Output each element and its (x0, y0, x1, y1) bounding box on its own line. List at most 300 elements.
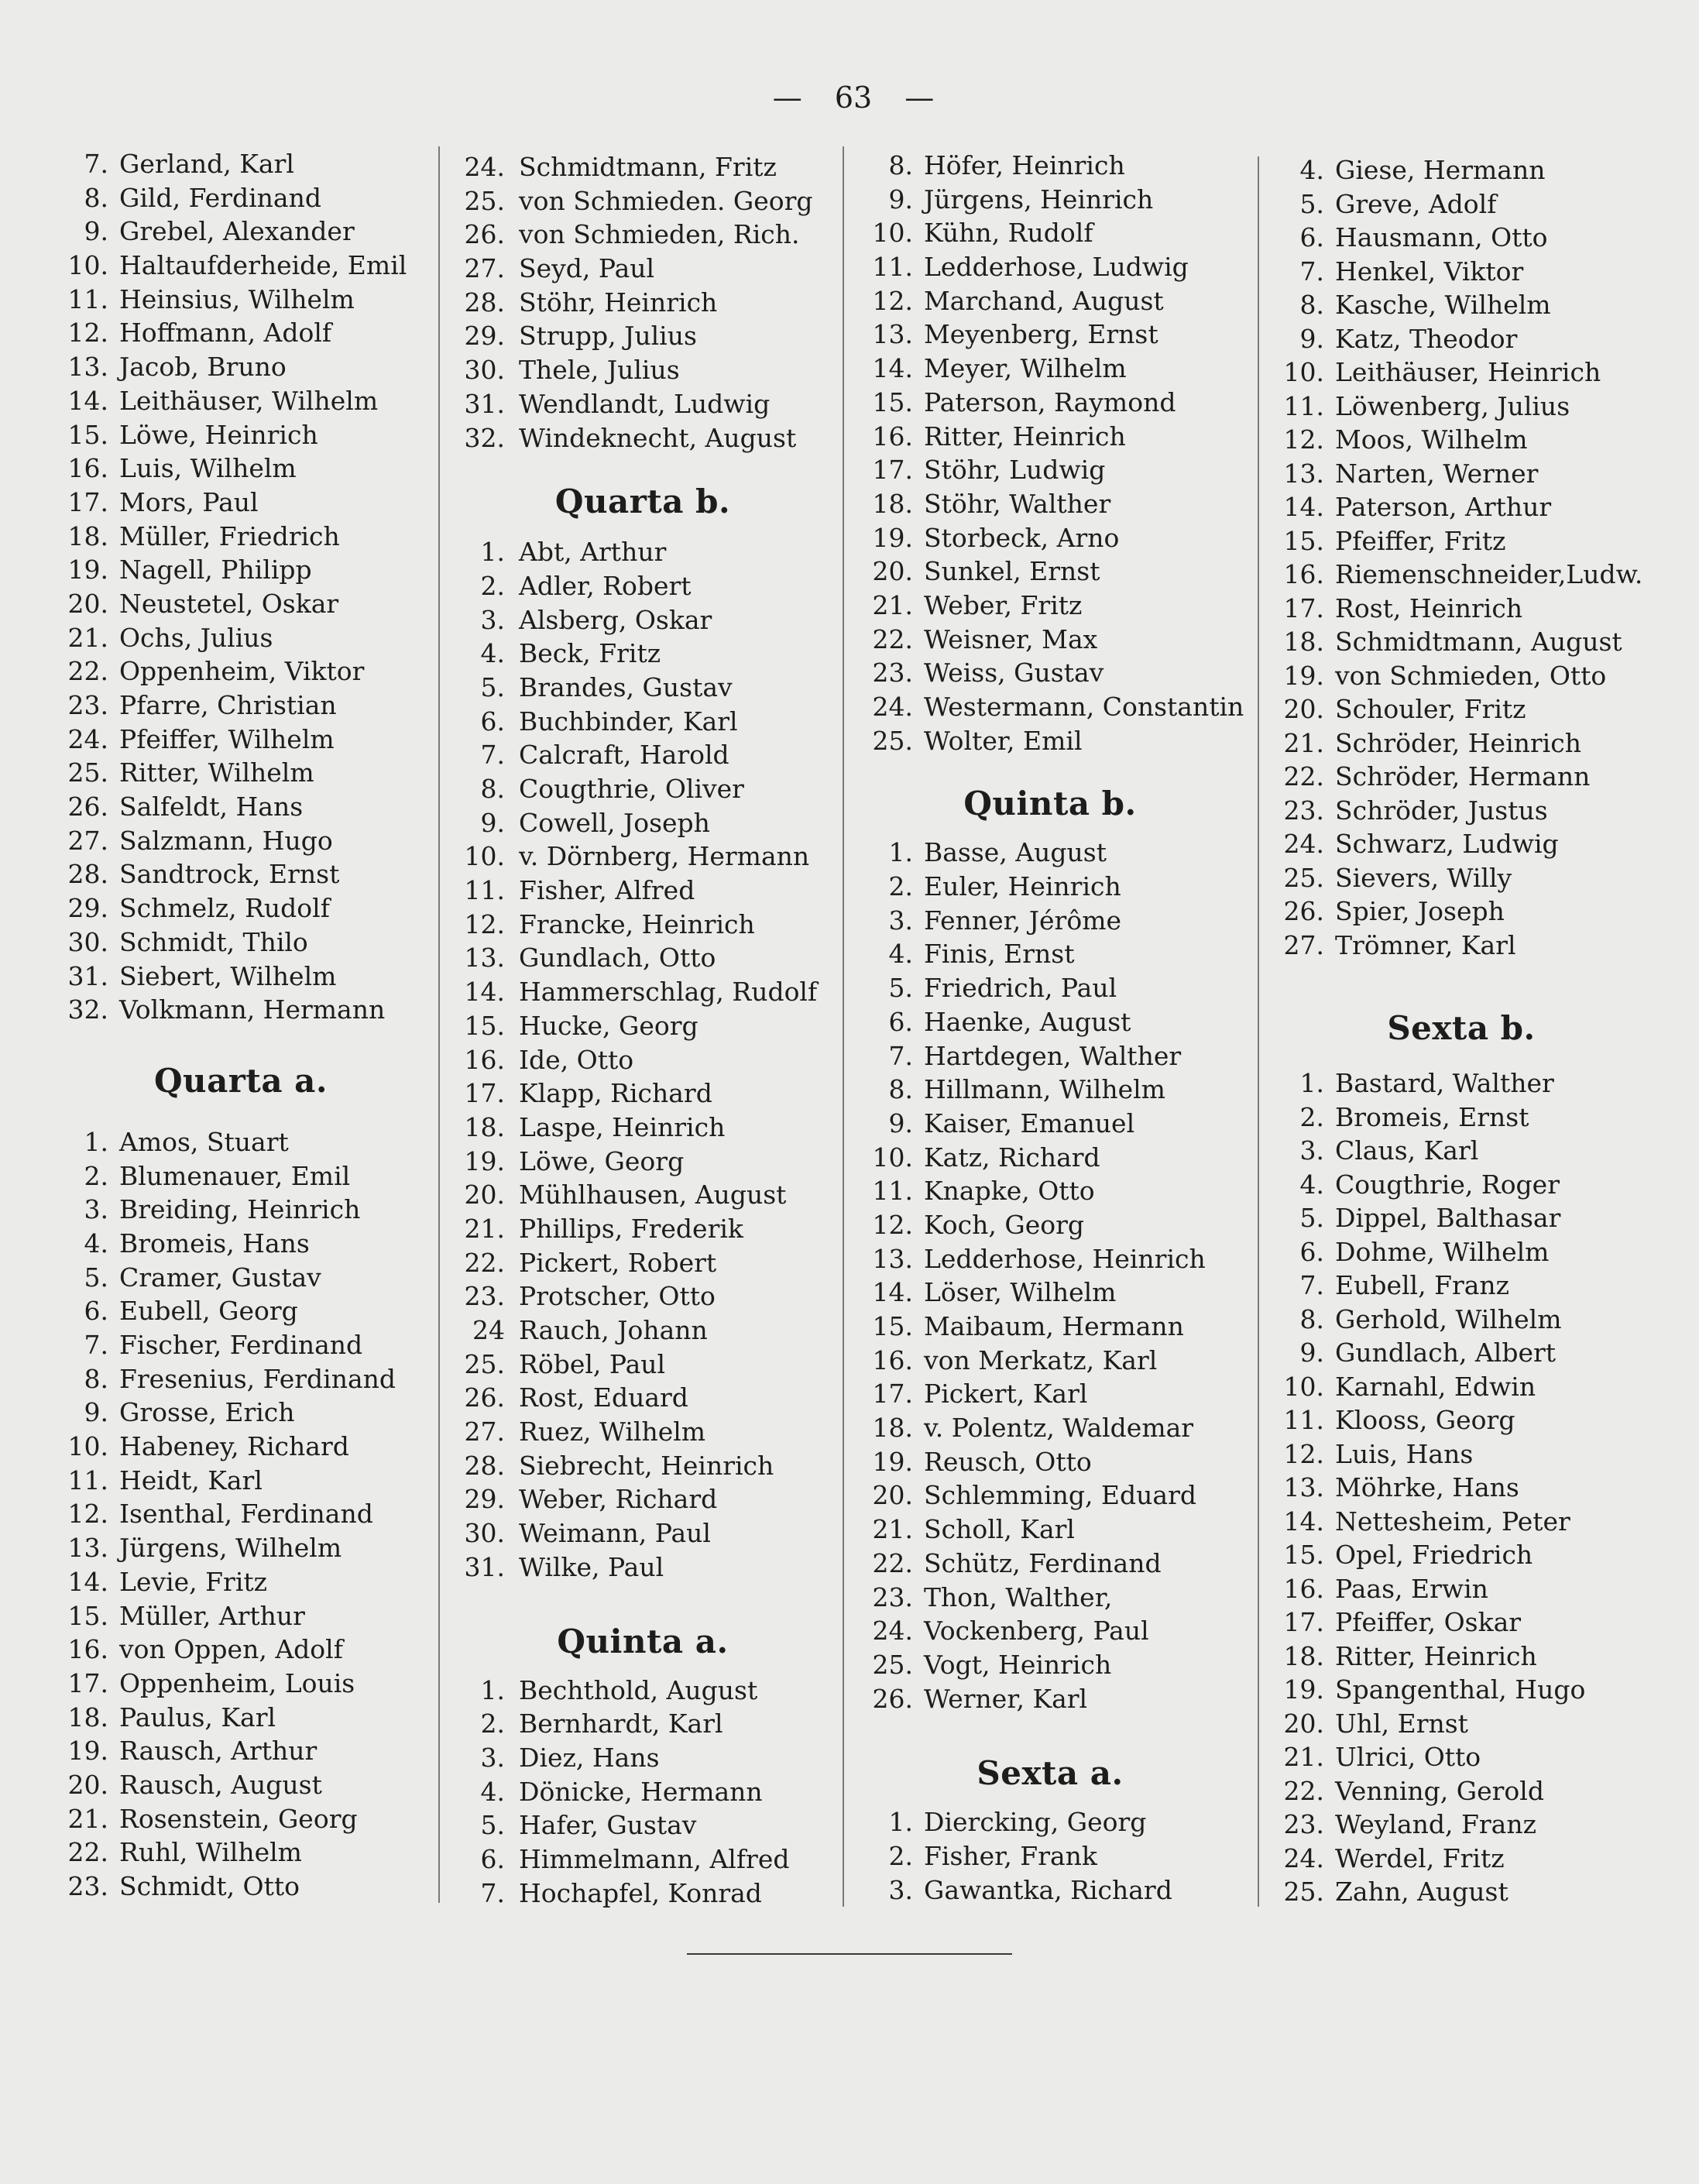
entry-number: 23. (1283, 795, 1324, 826)
list-item (427, 1381, 858, 1415)
list-item (31, 689, 451, 723)
entry-number: 5. (84, 1262, 108, 1293)
entry-name: Rausch, August (119, 1769, 322, 1800)
entry-name: Salfeldt, Hans (119, 792, 304, 822)
entry-number: 10. (1283, 1371, 1324, 1402)
entry-name: Cramer, Gustav (119, 1262, 321, 1293)
entry-name: von Merkatz, Karl (924, 1344, 1158, 1375)
entry-name: Knapke, Otto (924, 1176, 1095, 1207)
entry-name: von Schmieden, Rich. (519, 219, 800, 250)
entry-number: 15. (1283, 525, 1324, 556)
list-item (1247, 1471, 1676, 1505)
entry-number: 9. (888, 184, 913, 215)
entry-name: Zahn, August (1335, 1877, 1509, 1907)
entry-number: 17. (872, 455, 913, 486)
entry-number: 24. (872, 1616, 913, 1647)
entry-name: Schröder, Justus (1335, 795, 1548, 826)
entry-number: 17. (1283, 592, 1324, 623)
entry-number: 16. (1283, 559, 1324, 589)
entry-name: Fresenius, Ferdinand (119, 1363, 396, 1394)
list-item (1247, 1640, 1676, 1674)
entry-name: Trömner, Karl (1335, 929, 1516, 960)
list-item (427, 1877, 858, 1911)
entry-name: Gild, Ferdinand (119, 182, 321, 213)
list-item (427, 1246, 858, 1280)
entry-name: Phillips, Frederik (519, 1213, 743, 1244)
list-item (427, 1482, 858, 1516)
entry-number: 31. (464, 388, 505, 419)
list-item (1247, 1201, 1676, 1235)
list-item (31, 824, 451, 858)
entry-number: 10. (872, 218, 913, 249)
entry-name: Rost, Eduard (519, 1382, 688, 1413)
entry-number: 14. (464, 977, 505, 1008)
list-item (31, 756, 451, 790)
entry-name: Himmelmann, Alfred (519, 1843, 790, 1874)
entry-number: 24. (67, 723, 108, 754)
class-heading: Sexta a. (976, 1754, 1124, 1793)
list-item (427, 772, 858, 806)
entry-name: Spier, Joseph (1335, 896, 1505, 926)
entry-name: Ruhl, Wilhelm (119, 1837, 302, 1868)
list-item (1247, 288, 1676, 322)
entry-name: Sandtrock, Ernst (119, 859, 340, 890)
entry-number: 5. (1299, 1203, 1324, 1233)
entry-number: 12. (464, 908, 505, 939)
list-item (1247, 827, 1676, 861)
entry-name: Westermann, Constantin (924, 692, 1244, 722)
entry-number: 26. (464, 1382, 505, 1413)
entry-name: Marchand, August (924, 285, 1164, 316)
list-item (31, 350, 451, 384)
entry-number: 18. (67, 1702, 108, 1732)
entry-name: Opel, Friedrich (1335, 1540, 1533, 1570)
entry-name: Riemenschneider,Ludw. (1335, 559, 1643, 589)
list-item (427, 705, 858, 739)
entry-name: Maibaum, Hermann (924, 1311, 1184, 1341)
entry-number: 18. (67, 520, 108, 551)
list-item (31, 587, 451, 621)
entry-name: Thele, Julius (519, 355, 680, 386)
entry-name: Eubell, Franz (1335, 1270, 1510, 1300)
list-item (836, 386, 1265, 420)
entry-name: Schütz, Ferdinand (924, 1547, 1162, 1578)
list-item (31, 215, 451, 249)
entry-name: Ledderhose, Heinrich (924, 1243, 1206, 1274)
entry-number: 16. (67, 453, 108, 484)
entry-number: 24. (1283, 829, 1324, 859)
entry-number: 7. (1299, 1270, 1324, 1300)
list-item (427, 1775, 858, 1809)
entry-number: 17. (67, 1667, 108, 1698)
list-item (1247, 1875, 1676, 1909)
entry-number: 1. (84, 1126, 108, 1157)
entry-name: Schmelz, Rudolf (119, 893, 330, 924)
entry-number: 20. (872, 556, 913, 587)
entry-number: 23. (464, 1281, 505, 1312)
entry-number: 7. (84, 1330, 108, 1360)
list-item (1247, 1168, 1676, 1202)
entry-name: Karnahl, Edwin (1335, 1371, 1536, 1402)
entry-number: 22. (1283, 761, 1324, 792)
list-item (1247, 322, 1676, 356)
entry-name: Diez, Hans (519, 1742, 660, 1773)
entry-number: 22. (464, 1247, 505, 1278)
list-item (1247, 1538, 1676, 1572)
list-item (1247, 1842, 1676, 1876)
entry-name: Buchbinder, Karl (519, 706, 738, 737)
list-item (1247, 153, 1676, 187)
entry-name: Jürgens, Wilhelm (119, 1533, 342, 1564)
entry-name: Ritter, Wilhelm (119, 757, 314, 788)
list-item (427, 1707, 858, 1741)
entry-name: Schmidt, Otto (119, 1871, 300, 1901)
list-item (836, 1276, 1265, 1310)
list-item (427, 671, 858, 705)
list-item (427, 535, 858, 569)
entry-name: Mühlhausen, August (519, 1180, 787, 1210)
entry-name: Paas, Erwin (1335, 1573, 1488, 1604)
entry-number: 15. (67, 1600, 108, 1631)
entry-name: Bromeis, Hans (119, 1228, 310, 1259)
entry-number: 1. (1299, 1068, 1324, 1098)
entry-name: Scholl, Karl (924, 1514, 1075, 1545)
list-item (31, 993, 451, 1027)
entry-name: Paulus, Karl (119, 1702, 276, 1732)
entry-name: Hausmann, Otto (1335, 222, 1548, 252)
entry-number: 22. (67, 1837, 108, 1868)
entry-number: 13. (67, 352, 108, 383)
list-item (31, 384, 451, 418)
entry-name: Weyland, Franz (1335, 1809, 1536, 1839)
entry-name: Levie, Fritz (119, 1566, 268, 1597)
entry-number: 17. (872, 1379, 913, 1410)
entry-number: 19. (872, 1446, 913, 1477)
list-item (1247, 1707, 1676, 1741)
list-item (836, 1242, 1265, 1276)
list-item (836, 1039, 1265, 1073)
page-number: — 63 — (772, 81, 935, 115)
list-item (31, 1667, 451, 1701)
list-item (836, 1839, 1265, 1873)
entry-number: 21. (872, 1514, 913, 1545)
entry-name: Dönicke, Hermann (519, 1776, 763, 1807)
entry-name: Nagell, Philipp (119, 555, 312, 585)
list-item (31, 553, 451, 587)
entry-number: 21. (1283, 727, 1324, 758)
entry-number: 20. (67, 588, 108, 619)
list-item (31, 1328, 451, 1362)
list-item (1247, 457, 1676, 491)
list-item (427, 941, 858, 975)
entry-name: Reusch, Otto (924, 1446, 1092, 1477)
entry-name: Schröder, Hermann (1335, 761, 1591, 792)
entry-number: 9. (888, 1107, 913, 1138)
entry-name: Müller, Friedrich (119, 520, 340, 551)
entry-number: 16. (872, 1344, 913, 1375)
entry-name: Ochs, Julius (119, 622, 273, 653)
list-item (836, 690, 1265, 724)
entry-name: Pfarre, Christian (119, 690, 337, 720)
entry-name: Windeknecht, August (519, 422, 797, 453)
entry-number: 23. (872, 1581, 913, 1612)
list-item (1247, 1403, 1676, 1437)
list-item (427, 1111, 858, 1145)
entry-name: Thon, Walther, (924, 1581, 1113, 1612)
entry-number: 4. (1299, 1169, 1324, 1200)
entry-name: Schröder, Heinrich (1335, 727, 1581, 758)
list-item (1247, 1572, 1676, 1606)
entry-number: 10. (67, 1431, 108, 1462)
entry-name: Schlemming, Eduard (924, 1480, 1196, 1511)
entry-name: Calcraft, Harold (519, 740, 729, 771)
entry-number: 27. (1283, 929, 1324, 960)
entry-name: Laspe, Heinrich (519, 1111, 726, 1142)
list-item (427, 421, 858, 455)
entry-name: Jacob, Bruno (119, 352, 287, 383)
class-heading: Sexta b. (1387, 1009, 1536, 1047)
entry-name: Habeney, Richard (119, 1431, 349, 1462)
entry-name: Wilke, Paul (519, 1551, 664, 1582)
list-item (427, 1842, 858, 1877)
entry-number: 23. (67, 690, 108, 720)
entry-name: Salzmann, Hugo (119, 825, 333, 856)
entry-name: Cougthrie, Oliver (519, 774, 744, 804)
list-item (427, 637, 858, 671)
list-item (836, 1873, 1265, 1908)
entry-number: 26. (1283, 896, 1324, 926)
entry-name: Leithäuser, Wilhelm (119, 385, 379, 416)
list-item (427, 1348, 858, 1382)
entry-number: 2. (480, 570, 505, 601)
list-item (427, 286, 858, 320)
list-item (31, 486, 451, 520)
entry-number: 4. (480, 1776, 505, 1807)
list-item (427, 1550, 858, 1585)
list-item (1247, 355, 1676, 390)
entry-name: Möhrke, Hans (1335, 1472, 1519, 1502)
list-item (1247, 1269, 1676, 1303)
list-item (836, 183, 1265, 217)
list-item (836, 1478, 1265, 1513)
entry-number: 31. (67, 960, 108, 991)
list-item (836, 1310, 1265, 1344)
entry-name: Euler, Heinrich (924, 871, 1121, 902)
entry-name: Spangenthal, Hugo (1335, 1674, 1586, 1705)
entry-number: 2. (888, 871, 913, 902)
entry-name: Uhl, Ernst (1335, 1708, 1468, 1739)
entry-number: 8. (480, 774, 505, 804)
entry-number: 5. (480, 671, 505, 702)
entry-name: Diercking, Georg (924, 1807, 1147, 1838)
list-item (31, 1633, 451, 1667)
list-item (31, 1565, 451, 1599)
entry-number: 28. (464, 287, 505, 318)
entry-number: 6. (480, 706, 505, 737)
list-item (1247, 1808, 1676, 1842)
list-item (427, 1145, 858, 1179)
list-item (427, 1674, 858, 1708)
entry-number: 12. (67, 1499, 108, 1530)
list-item (836, 352, 1265, 386)
entry-number: 22. (872, 623, 913, 654)
entry-number: 2. (888, 1840, 913, 1871)
entry-name: Schmidt, Thilo (119, 926, 308, 957)
entry-number: 6. (888, 1006, 913, 1037)
entry-number: 25. (464, 1348, 505, 1379)
entry-number: 8. (84, 1363, 108, 1394)
entry-name: Protscher, Otto (519, 1281, 716, 1312)
entry-name: Oppenheim, Louis (119, 1667, 355, 1698)
list-item (31, 857, 451, 891)
list-item (427, 218, 858, 252)
entry-name: Finis, Ernst (924, 939, 1075, 970)
list-item (31, 1870, 451, 1904)
list-item (31, 249, 451, 283)
entry-number: 14. (872, 1277, 913, 1308)
entry-number: 3. (888, 1874, 913, 1905)
entry-number: 3. (1299, 1135, 1324, 1166)
list-item (1247, 1437, 1676, 1471)
entry-name: Müller, Arthur (119, 1600, 305, 1631)
list-item (1247, 625, 1676, 659)
entry-number: 24. (464, 152, 505, 182)
entry-name: Ledderhose, Ludwig (924, 252, 1189, 283)
entry-number: 15. (464, 1010, 505, 1041)
entry-name: Katz, Richard (924, 1142, 1100, 1173)
list-item (1247, 592, 1676, 626)
list-item (31, 1261, 451, 1295)
entry-number: 5. (480, 1810, 505, 1841)
entry-number: 18. (464, 1111, 505, 1142)
entry-name: Breiding, Heinrich (119, 1194, 361, 1225)
list-item (836, 623, 1265, 657)
entry-name: Vogt, Heinrich (924, 1649, 1112, 1680)
list-item (836, 904, 1265, 938)
list-item (427, 353, 858, 387)
entry-number: 10. (67, 250, 108, 281)
entry-number: 14. (1283, 492, 1324, 522)
entry-name: Haenke, August (924, 1006, 1131, 1037)
entry-name: Bechthold, August (519, 1674, 758, 1705)
list-item (1247, 1066, 1676, 1101)
list-item (836, 1614, 1265, 1648)
list-item (836, 1344, 1265, 1378)
entry-number: 19. (67, 555, 108, 585)
list-item (31, 891, 451, 925)
entry-number: 10. (1283, 357, 1324, 387)
entry-number: 12. (67, 318, 108, 349)
entry-name: Löwenberg, Julius (1335, 390, 1570, 421)
entry-name: Pfeiffer, Wilhelm (119, 723, 335, 754)
entry-number: 21. (464, 1213, 505, 1244)
list-item (836, 1445, 1265, 1479)
entry-number: 16. (464, 1044, 505, 1075)
entry-name: Ritter, Heinrich (1335, 1640, 1537, 1671)
entry-number: 7. (888, 1040, 913, 1071)
entry-number: 6. (1299, 222, 1324, 252)
entry-name: Eubell, Georg (119, 1296, 298, 1327)
entry-name: Klooss, Georg (1335, 1405, 1515, 1435)
entry-name: Amos, Stuart (119, 1126, 289, 1157)
entry-name: Kühn, Rudolf (924, 218, 1093, 249)
list-item (427, 387, 858, 421)
list-item (1247, 1336, 1676, 1370)
entry-name: Wendlandt, Ludwig (519, 388, 771, 419)
entry-name: Heidt, Karl (119, 1465, 263, 1495)
entry-number: 20. (67, 1769, 108, 1800)
list-item (1247, 760, 1676, 794)
entry-name: Löser, Wilhelm (924, 1277, 1117, 1308)
entry-name: Werdel, Fritz (1335, 1842, 1505, 1873)
list-item (1247, 490, 1676, 524)
entry-number: 29. (464, 321, 505, 352)
list-item (427, 184, 858, 218)
entry-number: 7. (1299, 256, 1324, 287)
list-item (836, 1682, 1265, 1716)
list-item (836, 250, 1265, 284)
entry-name: Kasche, Wilhelm (1335, 290, 1551, 320)
entry-name: Pfeiffer, Fritz (1335, 525, 1506, 556)
entry-number: 13. (872, 319, 913, 350)
list-item (427, 1009, 858, 1043)
list-item (31, 1599, 451, 1633)
entry-name: Heinsius, Wilhelm (119, 283, 355, 314)
entry-number: 21. (872, 589, 913, 620)
entry-name: Pickert, Karl (924, 1379, 1088, 1410)
entry-number: 7. (480, 740, 505, 771)
class-heading: Quinta b. (963, 785, 1137, 823)
entry-name: Volkmann, Hermann (119, 994, 386, 1025)
entry-name: Rausch, Arthur (119, 1736, 317, 1767)
entry-name: Dohme, Wilhelm (1335, 1236, 1550, 1267)
entry-number: 22. (67, 656, 108, 687)
entry-name: Meyenberg, Ernst (924, 319, 1158, 350)
list-item (427, 1178, 858, 1212)
entry-number: 25. (1283, 1877, 1324, 1907)
entry-name: Ide, Otto (519, 1044, 634, 1075)
entry-number: 25. (872, 1649, 913, 1680)
entry-number: 11. (872, 252, 913, 283)
entry-name: Rost, Heinrich (1335, 592, 1523, 623)
entry-number: 4. (888, 939, 913, 970)
entry-name: Cowell, Joseph (519, 807, 710, 838)
entry-name: Sunkel, Ernst (924, 556, 1100, 587)
entry-name: Schmidtmann, Fritz (519, 152, 777, 182)
entry-number: 12. (1283, 1438, 1324, 1469)
entry-number: 12. (1283, 424, 1324, 455)
entry-name: Ritter, Heinrich (924, 421, 1126, 452)
list-item (31, 1227, 451, 1261)
list-item (427, 1741, 858, 1775)
class-heading: Quarta b. (554, 482, 731, 521)
entry-name: Bernhardt, Karl (519, 1708, 723, 1739)
entry-number: 9. (480, 807, 505, 838)
entry-name: Haltaufderheide, Emil (119, 250, 407, 281)
list-item (427, 806, 858, 840)
entry-name: Cougthrie, Roger (1335, 1169, 1560, 1200)
entry-name: Gerland, Karl (119, 149, 294, 179)
entry-number: 17. (67, 486, 108, 517)
entry-number: 9. (84, 216, 108, 247)
entry-number: 6. (1299, 1236, 1324, 1267)
entry-name: Hammerschlag, Rudolf (519, 977, 818, 1008)
entry-name: Abt, Arthur (519, 537, 667, 568)
list-item (427, 1279, 858, 1313)
entry-number: 8. (888, 150, 913, 180)
entry-name: Meyer, Wilhelm (924, 353, 1127, 384)
entry-number: 13. (464, 943, 505, 974)
